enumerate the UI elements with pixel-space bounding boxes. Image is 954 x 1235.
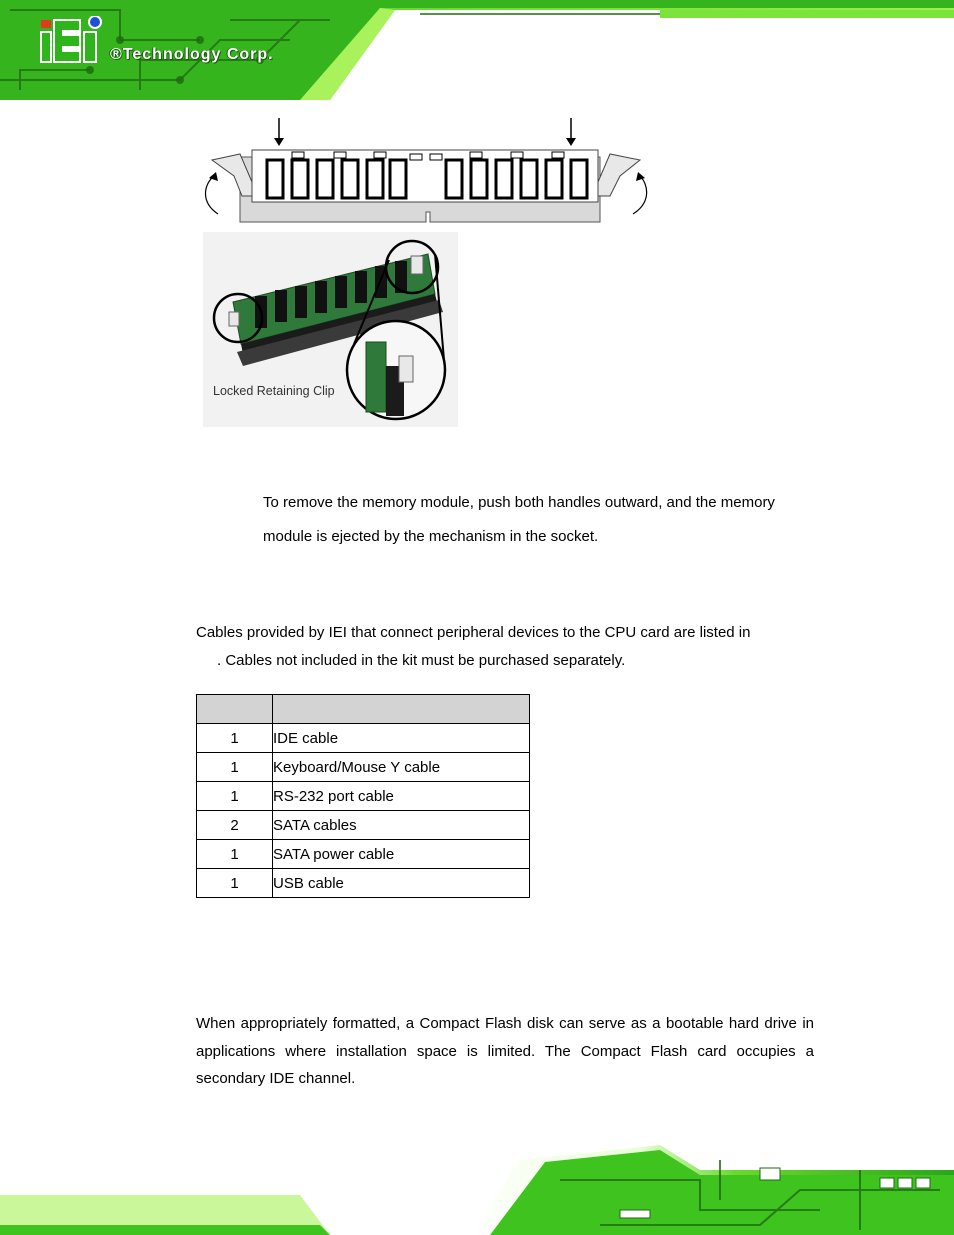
table-header-row bbox=[197, 695, 530, 724]
footer-banner bbox=[0, 1140, 954, 1235]
cf-text-line1: When appropriately formatted, a Compact Flash disk can serve as a bootable hard drive in bbox=[196, 1015, 814, 1032]
cable-quantity: 1 bbox=[197, 724, 273, 753]
cable-table bbox=[196, 694, 530, 898]
figure-label: Locked Retaining Clip bbox=[213, 384, 335, 398]
cable-item: USB cable bbox=[273, 869, 530, 898]
table-row bbox=[197, 869, 530, 898]
cable-quantity: 1 bbox=[197, 869, 273, 898]
memory-module-photo bbox=[203, 232, 458, 432]
cable-quantity: 1 bbox=[197, 753, 273, 782]
removal-text-line1: To remove the memory module, push both handles outward, and the memory bbox=[263, 494, 775, 511]
cf-text-line3: secondary IDE channel. bbox=[196, 1070, 356, 1087]
cable-item: RS-232 port cable bbox=[273, 782, 530, 811]
dimm-socket-diagram bbox=[200, 112, 660, 232]
brand-name: ®Technology Corp. bbox=[110, 46, 274, 63]
cable-item: IDE cable bbox=[273, 724, 530, 753]
pcb-footer-graphic bbox=[0, 1140, 954, 1235]
cables-intro-line2: . Cables not included in the kit must be purchased separately. bbox=[217, 652, 626, 669]
table-row bbox=[197, 753, 530, 782]
cable-item: Keyboard/Mouse Y cable bbox=[273, 753, 530, 782]
cable-item: SATA power cable bbox=[273, 840, 530, 869]
iei-logo bbox=[38, 16, 108, 73]
cable-quantity: 1 bbox=[197, 782, 273, 811]
removal-text-line2: module is ejected by the mechanism in the socket. bbox=[263, 528, 599, 545]
cables-intro-line1: Cables provided by IEI that connect peripheral devices to the CPU card are listed in bbox=[196, 624, 751, 641]
table-row bbox=[197, 782, 530, 811]
cf-text-line2: applications where installation space is limited. The Compact Flash card occupies a bbox=[196, 1043, 814, 1060]
cable-item: SATA cables bbox=[273, 811, 530, 840]
table-header-item bbox=[273, 695, 530, 724]
table-row bbox=[197, 840, 530, 869]
table-row bbox=[197, 811, 530, 840]
cable-quantity: 2 bbox=[197, 811, 273, 840]
table-row bbox=[197, 724, 530, 753]
header-banner bbox=[0, 0, 954, 100]
table-header-quantity bbox=[197, 695, 273, 724]
cable-quantity: 1 bbox=[197, 840, 273, 869]
